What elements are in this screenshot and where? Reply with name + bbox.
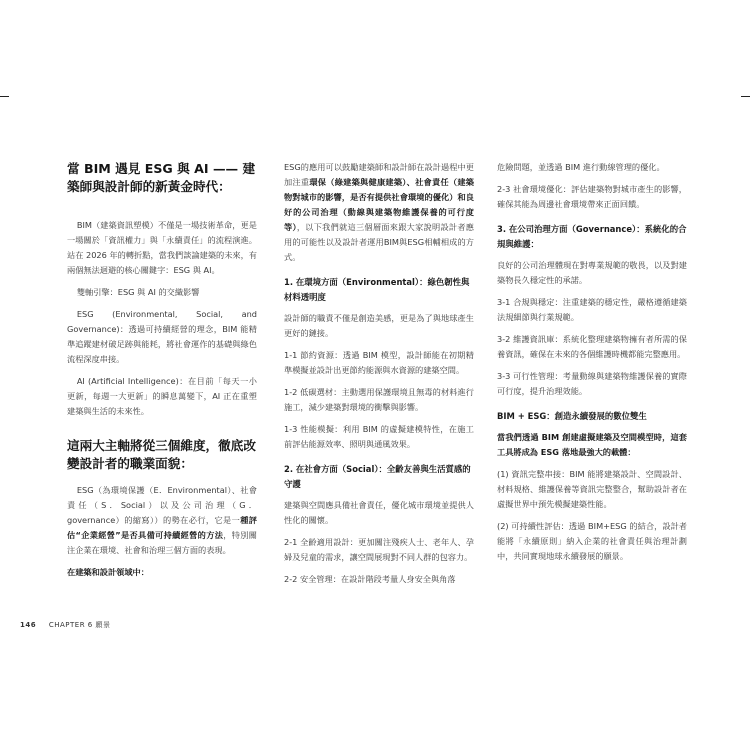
column-3	[497, 160, 687, 571]
paragraph: 2-2 安全管理：在設計階段考量人身安全與角落	[284, 574, 456, 584]
subheading-environmental: 1. 在環境方面（Environmental）：綠色韌性與材料透明度	[284, 277, 470, 302]
paragraph: 1-1 節約資源：透過 BIM 模型，設計師能在初期精準模擬並設計出更節約能源與水資源的建築空間。	[284, 350, 474, 375]
paragraph: 雙軸引擎：ESG 與 AI 的交織影響	[76, 287, 200, 297]
bold-text: 環保（綠建築與健康建築）、社會責任（建築物對城市的影響，是否有提供社會環境的優化）和良好的公司治理（動線與建築物維護保養的可行度等）	[284, 177, 474, 232]
subheading-bim-esg: BIM + ESG：創造永續發展的數位雙生	[497, 411, 647, 421]
paragraph	[284, 160, 474, 265]
paragraph: (1) 資訊完整串接：BIM 能將建築設計、空間設計、材料規格、維護保養等資訊完整整合，幫助設計者在虛擬世界中預先模擬建築性能。	[497, 469, 687, 509]
paragraph: 2-3 社會環境優化：評估建築物對城市產生的影響，確保其能為周邊社會環境帶來正面回饋。	[497, 184, 687, 209]
paragraph: BIM（建築資訊塑模）不僅是一場技術革命，更是一場關於「資訊權力」與「永續責任」的流程演進。站在 2026 年的轉折點，當我們談論建築的未來，有兩個無法迴避的核心關鍵字：ESG 與 AI。	[67, 220, 257, 275]
paragraph: AI (Artificial Intelligence)：在目前「每天一小更新，每週一大更新」的瞬息萬變下，AI 正在重塑建築與生活的未來性。	[67, 376, 257, 416]
crop-mark-right	[741, 96, 750, 97]
section-title-2: 這兩大主軸將從三個維度，徹底改變設計者的職業面貌：	[67, 438, 256, 471]
bold-paragraph: 在建築和設計領域中：	[67, 567, 149, 577]
paragraph: 2-1 全齡適用設計：更加關注殘疾人士、老年人、孕婦及兒童的需求，讓空間展現對不同人群的包容力。	[284, 537, 474, 562]
paragraph: 3-1 合規與穩定：注重建築的穩定性，嚴格遵循建築法規細節與行業規範。	[497, 297, 687, 322]
paragraph: 3-2 維護資訊庫：系統化整理建築物擁有者所需的保養資訊，確保在未來的各個維護時機都能完整應用。	[497, 334, 687, 359]
paragraph: 設計師的職責不僅是創造美感，更是為了與地球產生更好的鏈接。	[284, 313, 474, 338]
chapter-label: CHAPTER 6 願景	[48, 621, 111, 629]
page-number: 146	[20, 621, 37, 629]
paragraph: 1-2 低碳選材：主動選用保護環境且無毒的材料進行施工，減少建築對環境的衝擊與影響。	[284, 387, 474, 412]
section-title-1: 當 BIM 遇見 ESG 與 AI —— 建築師與設計師的新黃金時代：	[67, 161, 256, 194]
subheading-governance: 3. 在公司治理方面（Governance）：系統化的合規與維護：	[497, 224, 687, 249]
text-run: ESG的應用可以鼓勵建築師和設計師在設計過程中更加注重	[284, 162, 474, 187]
crop-mark-left	[0, 96, 9, 97]
text-run: ，特別關注企業在環境、社會和治理三個方面的表現。	[67, 530, 257, 555]
bold-paragraph: 當我們透過 BIM 創建虛擬建築及空間模型時，這套工具將成為 ESG 落地最強大的載體：	[497, 432, 687, 457]
paragraph: 建築與空間應具備社會責任，優化城市環境並提供人性化的關懷。	[284, 500, 474, 525]
paragraph: 3-3 可行性管理：考量動線與建築物維護保養的實際可行度，提升治理效能。	[497, 371, 687, 396]
text-run: ESG（為環境保護（E．Environmental）、社會責任（S．Social）以及公司治理（G．governance）的縮寫））的勢在必行，它是一	[67, 485, 257, 525]
paragraph: 良好的公司治理體現在對專業規範的敬畏，以及對建築物長久穩定性的承諾。	[497, 260, 687, 285]
bold-text: 種評估“企業經營”是否具備可持續經營的方法	[67, 515, 257, 540]
paragraph: 1-3 性能模擬：利用 BIM 的虛擬建模特性，在施工前評估能源效率、照明與通風效果。	[284, 424, 474, 449]
page-footer	[20, 620, 111, 630]
subheading-social: 2. 在社會方面（Social）：全齡友善與生活質感的守護	[284, 464, 471, 489]
column-2	[284, 160, 474, 594]
paragraph	[67, 483, 257, 558]
paragraph: ESG (Environmental, Social, and Governance)：透過可持續經營的理念，BIM 能精準追蹤建材破足跡與能耗，將社會運作的基礎與綠色流程深度串接。	[67, 309, 257, 364]
text-run: ，以下我們就這三個層面來跟大家說明設計者應用的可能性以及設計者運用BIM與ESG相輔相成的方式。	[284, 222, 474, 262]
column-1	[67, 160, 257, 587]
paragraph: 危險問題，並透過 BIM 進行動線管理的優化。	[497, 162, 665, 172]
paragraph: (2) 可持續性評估：透過 BIM+ESG 的結合，設計者能將「永續原則」納入企業的社會責任與治理計劃中，共同實現地球永續發展的願景。	[497, 521, 687, 561]
